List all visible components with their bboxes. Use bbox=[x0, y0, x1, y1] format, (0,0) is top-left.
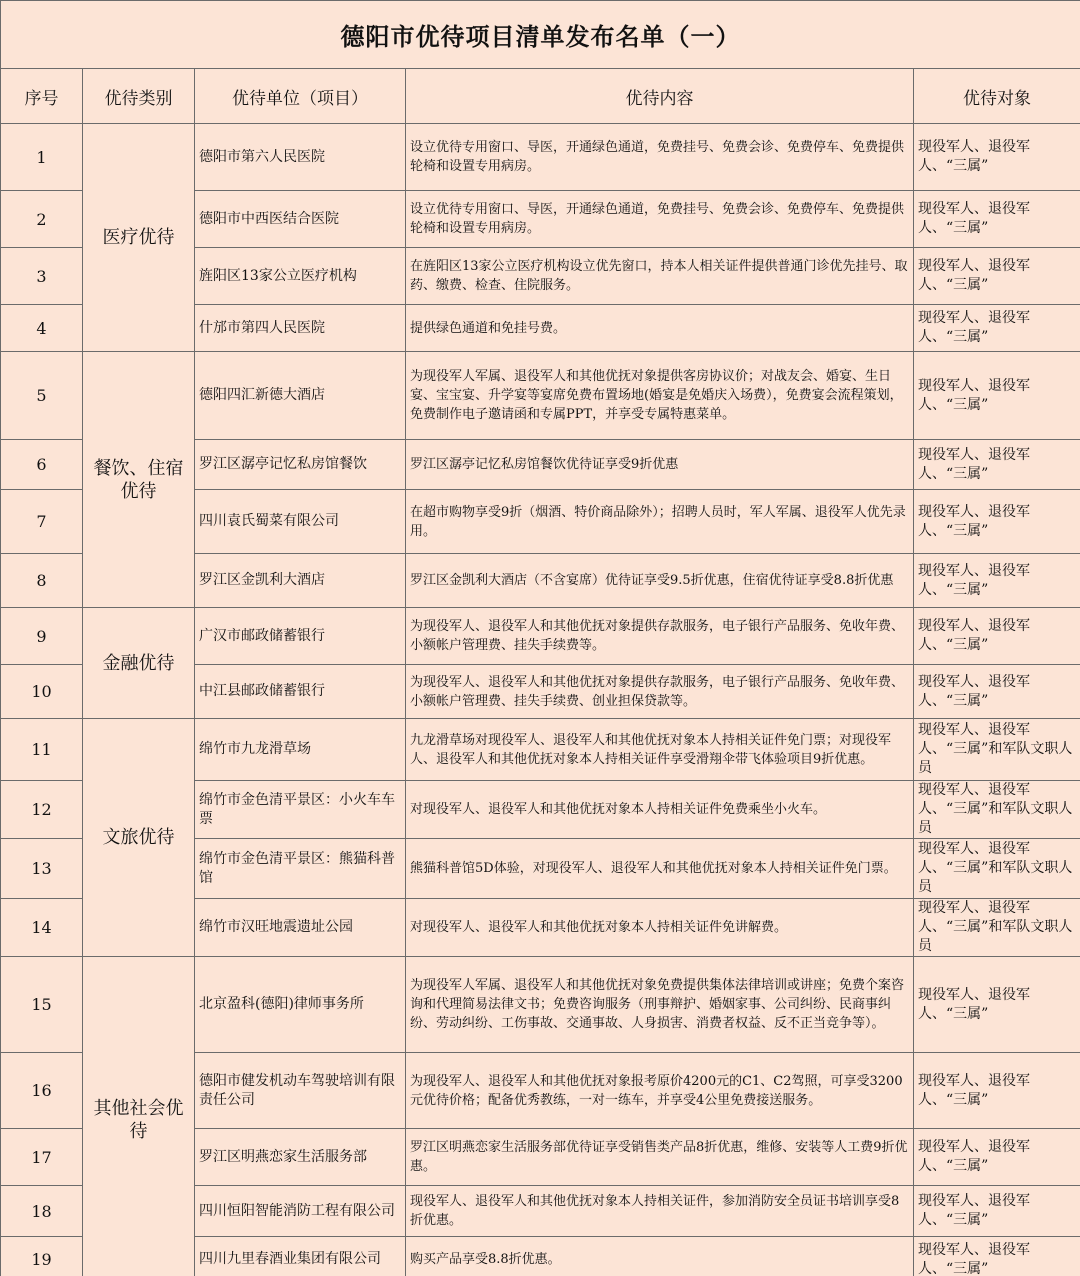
content-cell: 购买产品享受8.8折优惠。 bbox=[406, 1237, 914, 1276]
table-row bbox=[1, 352, 1080, 440]
content-cell: 为现役军人军属、退役军人和其他优抚对象免费提供集体法律培训或讲座；免费个案咨询和代理简易法律文书；免费咨询服务（刑事辩护、婚姻家事、公司纠纷、民商事纠纷、劳动纠纷、工伤事故、交通事故、人身损害、消费者权益、反不正当竞争等）。 bbox=[406, 957, 914, 1053]
content-cell: 现役军人、退役军人和其他优抚对象本人持相关证件，参加消防安全员证书培训享受8折优惠。 bbox=[406, 1186, 914, 1237]
content-cell: 为现役军人、退役军人和其他优抚对象报考原价4200元的C1、C2驾照，可享受3200元优待价格；配备优秀教练，一对一练车，并享受4公里免费接送服务。 bbox=[406, 1053, 914, 1129]
row-number: 8 bbox=[1, 554, 83, 608]
unit-cell: 四川袁氏蜀菜有限公司 bbox=[195, 490, 406, 554]
unit-cell: 四川恒阳智能消防工程有限公司 bbox=[195, 1186, 406, 1237]
target-cell: 现役军人、退役军人、“三属” bbox=[914, 248, 1080, 305]
target-cell: 现役军人、退役军人、“三属”和军队文职人员 bbox=[914, 719, 1080, 781]
target-cell: 现役军人、退役军人、“三属” bbox=[914, 191, 1080, 248]
target-cell: 现役军人、退役军人、“三属” bbox=[914, 1186, 1080, 1237]
header-no: 序号 bbox=[1, 69, 83, 124]
content-cell: 设立优待专用窗口、导医，开通绿色通道，免费挂号、免费会诊、免费停车、免费提供轮椅和设置专用病房。 bbox=[406, 191, 914, 248]
unit-cell: 罗江区潺亭记忆私房馆餐饮 bbox=[195, 440, 406, 490]
unit-cell: 德阳市第六人民医院 bbox=[195, 124, 406, 191]
content-cell: 罗江区明燕恋家生活服务部优待证享受销售类产品8折优惠，维修、安装等人工费9折优惠。 bbox=[406, 1129, 914, 1186]
content-cell: 九龙滑草场对现役军人、退役军人和其他优抚对象本人持相关证件免门票；对现役军人、退役军人和其他优抚对象本人持相关证件享受滑翔伞带飞体验项目9折优惠。 bbox=[406, 719, 914, 781]
target-cell: 现役军人、退役军人、“三属” bbox=[914, 608, 1080, 665]
category-cell: 金融优待 bbox=[83, 608, 195, 719]
row-number: 16 bbox=[1, 1053, 83, 1129]
content-cell: 为现役军人、退役军人和其他优抚对象提供存款服务，电子银行产品服务、免收年费、小额帐户管理费、挂失手续费、创业担保贷款等。 bbox=[406, 665, 914, 719]
unit-cell: 罗江区金凯利大酒店 bbox=[195, 554, 406, 608]
row-number: 15 bbox=[1, 957, 83, 1053]
content-cell: 对现役军人、退役军人和其他优抚对象本人持相关证件免讲解费。 bbox=[406, 899, 914, 957]
header-category: 优待类别 bbox=[83, 69, 195, 124]
header-target: 优待对象 bbox=[914, 69, 1080, 124]
table-row bbox=[1, 719, 1080, 781]
content-cell: 设立优待专用窗口、导医，开通绿色通道，免费挂号、免费会诊、免费停车、免费提供轮椅和设置专用病房。 bbox=[406, 124, 914, 191]
table-row bbox=[1, 608, 1080, 665]
page-title: 德阳市优待项目清单发布名单（一） bbox=[1, 1, 1080, 69]
content-cell: 在旌阳区13家公立医疗机构设立优先窗口，持本人相关证件提供普通门诊优先挂号、取药、缴费、检查、住院服务。 bbox=[406, 248, 914, 305]
header-row bbox=[1, 69, 1080, 124]
row-number: 6 bbox=[1, 440, 83, 490]
content-cell: 为现役军人、退役军人和其他优抚对象提供存款服务，电子银行产品服务、免收年费、小额帐户管理费、挂失手续费等。 bbox=[406, 608, 914, 665]
unit-cell: 四川九里春酒业集团有限公司 bbox=[195, 1237, 406, 1276]
row-number: 12 bbox=[1, 781, 83, 839]
target-cell: 现役军人、退役军人、“三属”和军队文职人员 bbox=[914, 839, 1080, 899]
content-cell: 为现役军人军属、退役军人和其他优抚对象提供客房协议价；对战友会、婚宴、生日宴、宝宝宴、升学宴等宴席免费布置场地(婚宴是免婚庆入场费），免费宴会流程策划，免费制作电子邀请函和专属PPT，并享受专属特惠菜单。 bbox=[406, 352, 914, 440]
target-cell: 现役军人、退役军人、“三属”和军队文职人员 bbox=[914, 781, 1080, 839]
row-number: 13 bbox=[1, 839, 83, 899]
header-unit: 优待单位（项目） bbox=[195, 69, 406, 124]
content-cell: 熊猫科普馆5D体验，对现役军人、退役军人和其他优抚对象本人持相关证件免门票。 bbox=[406, 839, 914, 899]
target-cell: 现役军人、退役军人、“三属” bbox=[914, 1237, 1080, 1276]
row-number: 3 bbox=[1, 248, 83, 305]
unit-cell: 罗江区明燕恋家生活服务部 bbox=[195, 1129, 406, 1186]
header-content: 优待内容 bbox=[406, 69, 914, 124]
unit-cell: 绵竹市汉旺地震遗址公园 bbox=[195, 899, 406, 957]
unit-cell: 德阳市健发机动车驾驶培训有限责任公司 bbox=[195, 1053, 406, 1129]
category-cell: 文旅优待 bbox=[83, 719, 195, 957]
unit-cell: 北京盈科(德阳)律师事务所 bbox=[195, 957, 406, 1053]
row-number: 10 bbox=[1, 665, 83, 719]
row-number: 9 bbox=[1, 608, 83, 665]
unit-cell: 绵竹市金色清平景区：熊猫科普馆 bbox=[195, 839, 406, 899]
target-cell: 现役军人、退役军人、“三属” bbox=[914, 1129, 1080, 1186]
target-cell: 现役军人、退役军人、“三属” bbox=[914, 305, 1080, 352]
target-cell: 现役军人、退役军人、“三属” bbox=[914, 665, 1080, 719]
target-cell: 现役军人、退役军人、“三属”和军队文职人员 bbox=[914, 899, 1080, 957]
target-cell: 现役军人、退役军人、“三属” bbox=[914, 554, 1080, 608]
category-cell: 其他社会优待 bbox=[83, 957, 195, 1276]
row-number: 5 bbox=[1, 352, 83, 440]
unit-cell: 旌阳区13家公立医疗机构 bbox=[195, 248, 406, 305]
unit-cell: 德阳四汇新德大酒店 bbox=[195, 352, 406, 440]
row-number: 1 bbox=[1, 124, 83, 191]
row-number: 17 bbox=[1, 1129, 83, 1186]
target-cell: 现役军人、退役军人、“三属” bbox=[914, 124, 1080, 191]
content-cell: 对现役军人、退役军人和其他优抚对象本人持相关证件免费乘坐小火车。 bbox=[406, 781, 914, 839]
target-cell: 现役军人、退役军人、“三属” bbox=[914, 957, 1080, 1053]
row-number: 11 bbox=[1, 719, 83, 781]
content-cell: 提供绿色通道和免挂号费。 bbox=[406, 305, 914, 352]
content-cell: 罗江区金凯利大酒店（不含宴席）优待证享受9.5折优惠，住宿优待证享受8.8折优惠 bbox=[406, 554, 914, 608]
content-cell: 罗江区潺亭记忆私房馆餐饮优待证享受9折优惠 bbox=[406, 440, 914, 490]
target-cell: 现役军人、退役军人、“三属” bbox=[914, 352, 1080, 440]
category-cell: 医疗优待 bbox=[83, 124, 195, 352]
unit-cell: 中江县邮政储蓄银行 bbox=[195, 665, 406, 719]
unit-cell: 绵竹市金色清平景区：小火车车票 bbox=[195, 781, 406, 839]
row-number: 19 bbox=[1, 1237, 83, 1276]
content-cell: 在超市购物享受9折（烟酒、特价商品除外）；招聘人员时，军人军属、退役军人优先录用。 bbox=[406, 490, 914, 554]
target-cell: 现役军人、退役军人、“三属” bbox=[914, 490, 1080, 554]
table-row bbox=[1, 957, 1080, 1053]
category-cell: 餐饮、住宿优待 bbox=[83, 352, 195, 608]
row-number: 7 bbox=[1, 490, 83, 554]
unit-cell: 什邡市第四人民医院 bbox=[195, 305, 406, 352]
row-number: 18 bbox=[1, 1186, 83, 1237]
row-number: 4 bbox=[1, 305, 83, 352]
target-cell: 现役军人、退役军人、“三属” bbox=[914, 440, 1080, 490]
table-row bbox=[1, 124, 1080, 191]
row-number: 14 bbox=[1, 899, 83, 957]
unit-cell: 德阳市中西医结合医院 bbox=[195, 191, 406, 248]
row-number: 2 bbox=[1, 191, 83, 248]
unit-cell: 广汉市邮政储蓄银行 bbox=[195, 608, 406, 665]
unit-cell: 绵竹市九龙滑草场 bbox=[195, 719, 406, 781]
target-cell: 现役军人、退役军人、“三属” bbox=[914, 1053, 1080, 1129]
